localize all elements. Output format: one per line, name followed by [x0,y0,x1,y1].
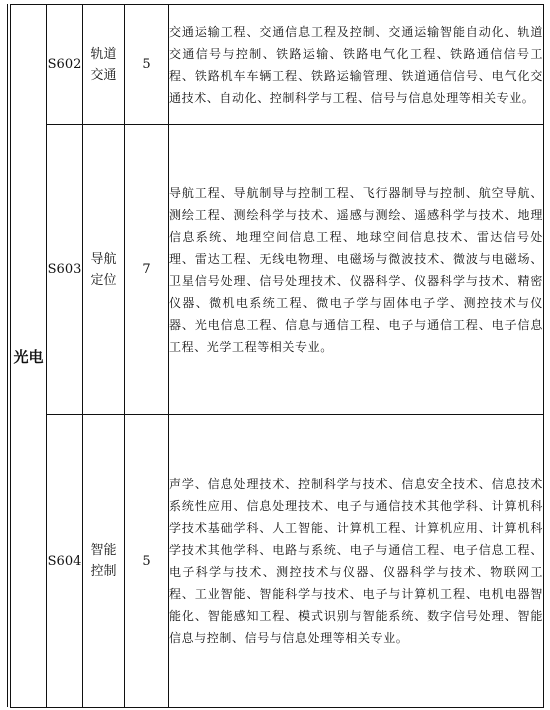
table-row [11,415,544,708]
code-cell: S604 [47,415,83,708]
code-cell: S603 [47,125,83,415]
name-cell [83,5,125,125]
code-cell: S602 [47,5,83,125]
name-text: 导航定位 [90,251,117,288]
table-row [11,5,544,125]
desc-cell: 交通运输工程、交通信息工程及控制、交通运输智能自动化、轨道交通信号与控制、铁路运输、铁路电气化工程、铁路通信信号工程、铁路机车车辆工程、铁路运输管理、铁道通信信号、电气化交通技术、自动化、控制科学与工程、信号与信息处理等相关专业。 [169,5,544,125]
name-cell [83,125,125,415]
desc-cell: 导航工程、导航制导与控制工程、飞行器制导与控制、航空导航、测绘工程、测绘科学与技术、遥感与测绘、遥感科学与技术、地理信息系统、地理空间信息工程、地球空间信息技术、雷达信号处理、雷达工程、无线电物理、电磁场与微波技术、微波与电磁场、卫星信号处理、信号处理技术、仪器科学、仪器科学与技术、精密仪器、微机电系统工程、微电子学与固体电子学、测控技术与仪器、光电信息工程、信息与通信工程、电子与通信工程、电子信息工程、光学工程等相关专业。 [169,125,544,415]
count-cell: 7 [125,125,169,415]
count-cell: 5 [125,5,169,125]
table-outer-rule [7,4,8,707]
count-cell: 5 [125,415,169,708]
table-row [11,125,544,415]
specialty-table [10,4,544,708]
desc-cell: 声学、信息处理技术、控制科学与技术、信息安全技术、信息技术系统性应用、信息处理技术、电子与通信技术其他学科、计算机科学技术基础学科、人工智能、计算机工程、计算机应用、计算机科学技术其他学科、电路与系统、电子与通信工程、电子信息工程、电子科学与技术、测控技术与仪器、仪器科学与技术、物联网工程、工业智能、智能科学与技术、电子与计算机工程、电机电器智能化、智能感知工程、模式识别与智能系统、数字信号处理、智能信息与控制、信号与信息处理等相关专业。 [169,415,544,708]
name-text: 轨道交通 [90,46,117,83]
category-cell: 光电 [11,5,47,708]
name-cell [83,415,125,708]
name-text: 智能控制 [90,543,117,579]
